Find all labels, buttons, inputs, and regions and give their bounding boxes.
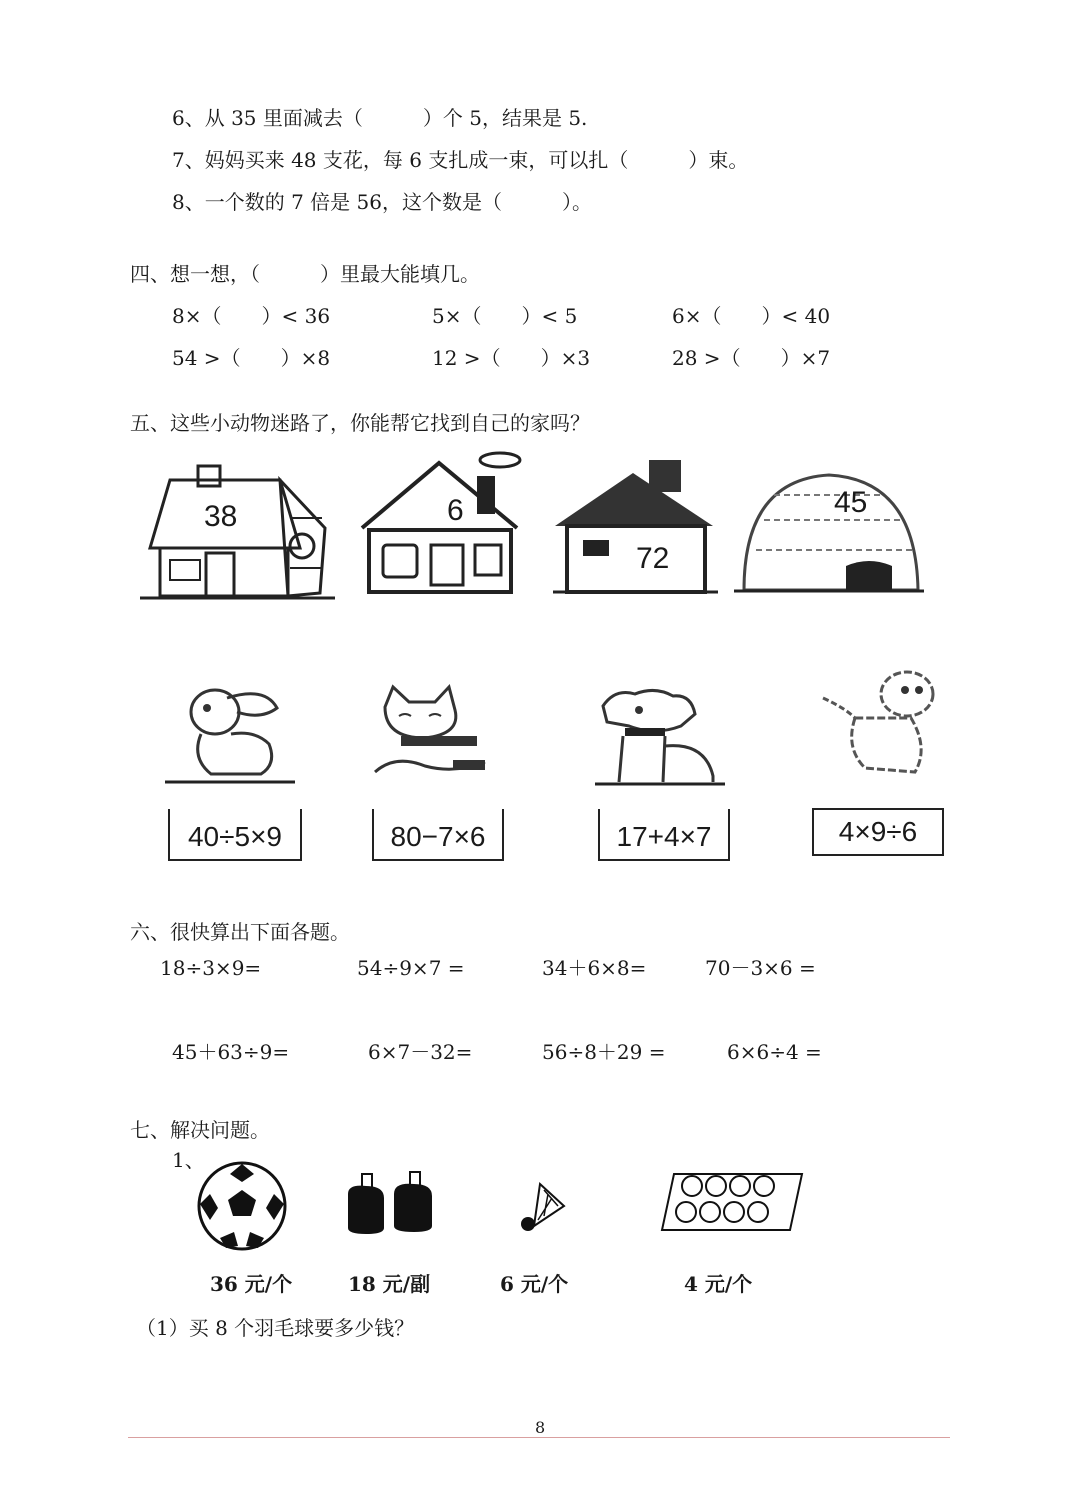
section-4-title: 四、想一想，（ ）里最大能填几。 <box>130 262 480 286</box>
section-6-title: 六、很快算出下面各题。 <box>130 920 350 944</box>
fill-item-6: 6、从 35 里面减去（ ）个 5，结果是 5. <box>172 106 588 130</box>
fill-item-8: 8、一个数的 7 倍是 56，这个数是（ ）。 <box>172 190 592 214</box>
compare-1-2: 5×（ ）< 5 <box>432 304 578 328</box>
expression-box-1 <box>168 815 302 861</box>
footer-divider <box>128 1437 950 1438</box>
ping-pong-paddles-icon <box>344 1172 440 1236</box>
house-number-2: 6 <box>447 494 464 527</box>
expression-label: 4×9÷6 <box>838 816 918 847</box>
page-number: 8 <box>535 1418 546 1437</box>
dog-icon <box>595 686 725 786</box>
monkey-icon <box>815 668 945 780</box>
calc-2-4: 6×6÷4 = <box>727 1040 822 1064</box>
question-1: （1）买 8 个羽毛球要多少钱？ <box>136 1316 415 1340</box>
calc-2-1: 45＋63÷9= <box>172 1040 290 1064</box>
price-balls: 4 元/个 <box>684 1272 753 1296</box>
price-shuttlecock: 6 元/个 <box>500 1272 569 1296</box>
expression-label: 40÷5×9 <box>187 821 282 852</box>
calc-1-3: 34＋6×8= <box>542 956 647 980</box>
house-number-1: 38 <box>204 500 238 533</box>
calc-2-3: 56÷8＋29 = <box>542 1040 666 1064</box>
section-5-title: 五、这些小动物迷路了，你能帮它找到自己的家吗？ <box>130 411 590 435</box>
calc-1-4: 70－3×6 = <box>705 956 816 980</box>
house-icon <box>553 458 718 598</box>
compare-1-3: 6×（ ）< 40 <box>672 304 831 328</box>
compare-2-3: 28 >（ ）×7 <box>672 346 831 370</box>
hut-icon <box>734 460 924 595</box>
house-number-3: 72 <box>636 542 670 575</box>
house-icon <box>140 458 335 603</box>
section-7-title: 七、解决问题。 <box>130 1118 270 1142</box>
ping-pong-balls-box-icon <box>662 1172 806 1234</box>
calc-1-2: 54÷9×7 = <box>357 956 465 980</box>
soccer-ball-icon <box>196 1160 288 1252</box>
house-number-4: 45 <box>834 486 868 519</box>
compare-1-1: 8×（ ）< 36 <box>172 304 331 328</box>
house-icon <box>357 448 522 598</box>
price-paddles: 18 元/副 <box>348 1272 431 1296</box>
expression-box-3 <box>598 815 730 861</box>
calc-1-1: 18÷3×9= <box>160 956 262 980</box>
rabbit-icon <box>165 678 295 786</box>
expression-label: 17+4×7 <box>616 821 712 852</box>
expression-box-2 <box>372 815 504 861</box>
compare-2-1: 54 >（ ）×8 <box>172 346 331 370</box>
cat-icon <box>365 682 495 782</box>
compare-2-2: 12 >（ ）×3 <box>432 346 591 370</box>
calc-2-2: 6×7－32= <box>368 1040 473 1064</box>
problem-number: 1、 <box>172 1148 205 1172</box>
expression-label: 80−7×6 <box>390 821 486 852</box>
price-soccer-ball: 36 元/个 <box>210 1272 293 1296</box>
fill-item-7: 7、妈妈买来 48 支花，每 6 支扎成一束，可以扎（ ）束。 <box>172 148 749 172</box>
shuttlecock-icon <box>518 1182 568 1232</box>
expression-box-4 <box>812 808 944 856</box>
